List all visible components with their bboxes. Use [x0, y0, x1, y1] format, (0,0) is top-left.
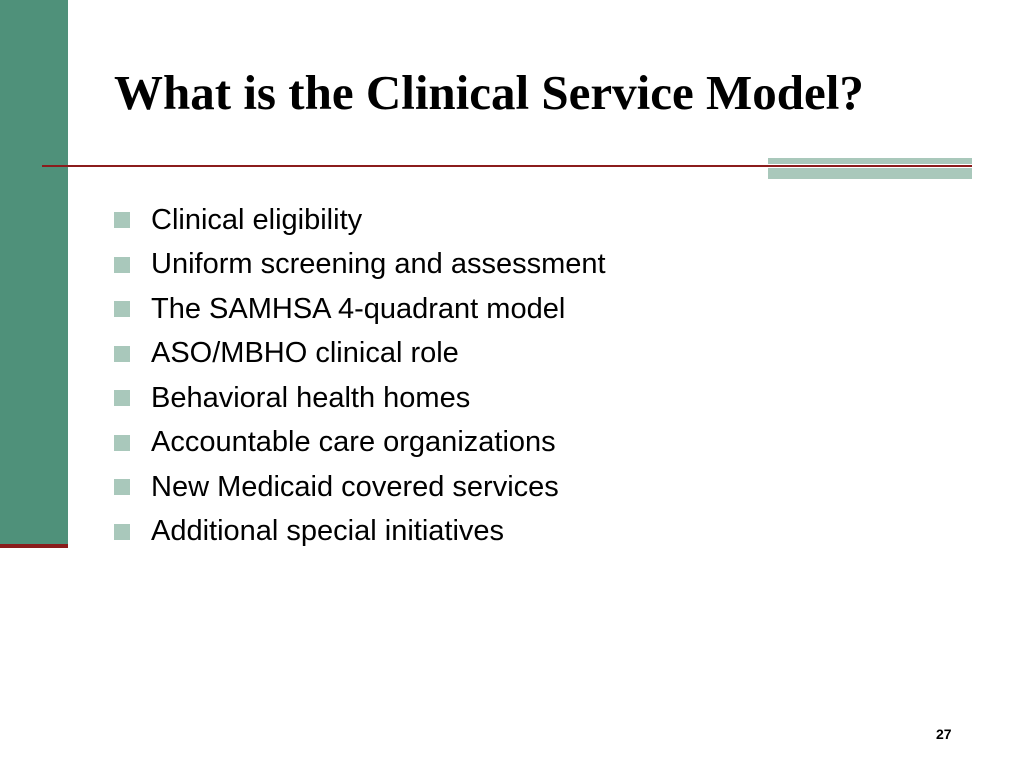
bullet-item [114, 287, 606, 332]
bullet-item [114, 332, 606, 377]
bullet-text: Behavioral health homes [151, 381, 471, 414]
bullet-item [114, 421, 606, 466]
accent-stripe-top [768, 158, 972, 164]
bullet-text: The SAMHSA 4-quadrant model [151, 292, 566, 325]
square-bullet-icon [114, 524, 130, 540]
bullet-item [114, 198, 606, 243]
bullet-text: ASO/MBHO clinical role [151, 337, 459, 370]
bullet-item [114, 465, 606, 510]
square-bullet-icon [114, 301, 130, 317]
square-bullet-icon [114, 346, 130, 362]
bullet-text: Clinical eligibility [151, 203, 363, 236]
square-bullet-icon [114, 257, 130, 273]
bullet-text: New Medicaid covered services [151, 470, 559, 503]
square-bullet-icon [114, 212, 130, 228]
bullet-text: Uniform screening and assessment [151, 248, 606, 281]
bullet-text: Accountable care organizations [151, 426, 556, 459]
slide-title: What is the Clinical Service Model? [114, 65, 864, 120]
bullet-item [114, 376, 606, 421]
page-number: 27 [936, 726, 952, 742]
left-accent-underline [0, 544, 68, 548]
bullet-text: Additional special initiatives [151, 515, 505, 548]
left-accent-bar [0, 0, 68, 546]
square-bullet-icon [114, 479, 130, 495]
square-bullet-icon [114, 435, 130, 451]
title-accent-block [768, 158, 972, 180]
square-bullet-icon [114, 390, 130, 406]
bullet-item [114, 510, 606, 555]
bullet-list [114, 198, 606, 554]
accent-stripe-bottom [768, 168, 972, 179]
bullet-item [114, 243, 606, 288]
